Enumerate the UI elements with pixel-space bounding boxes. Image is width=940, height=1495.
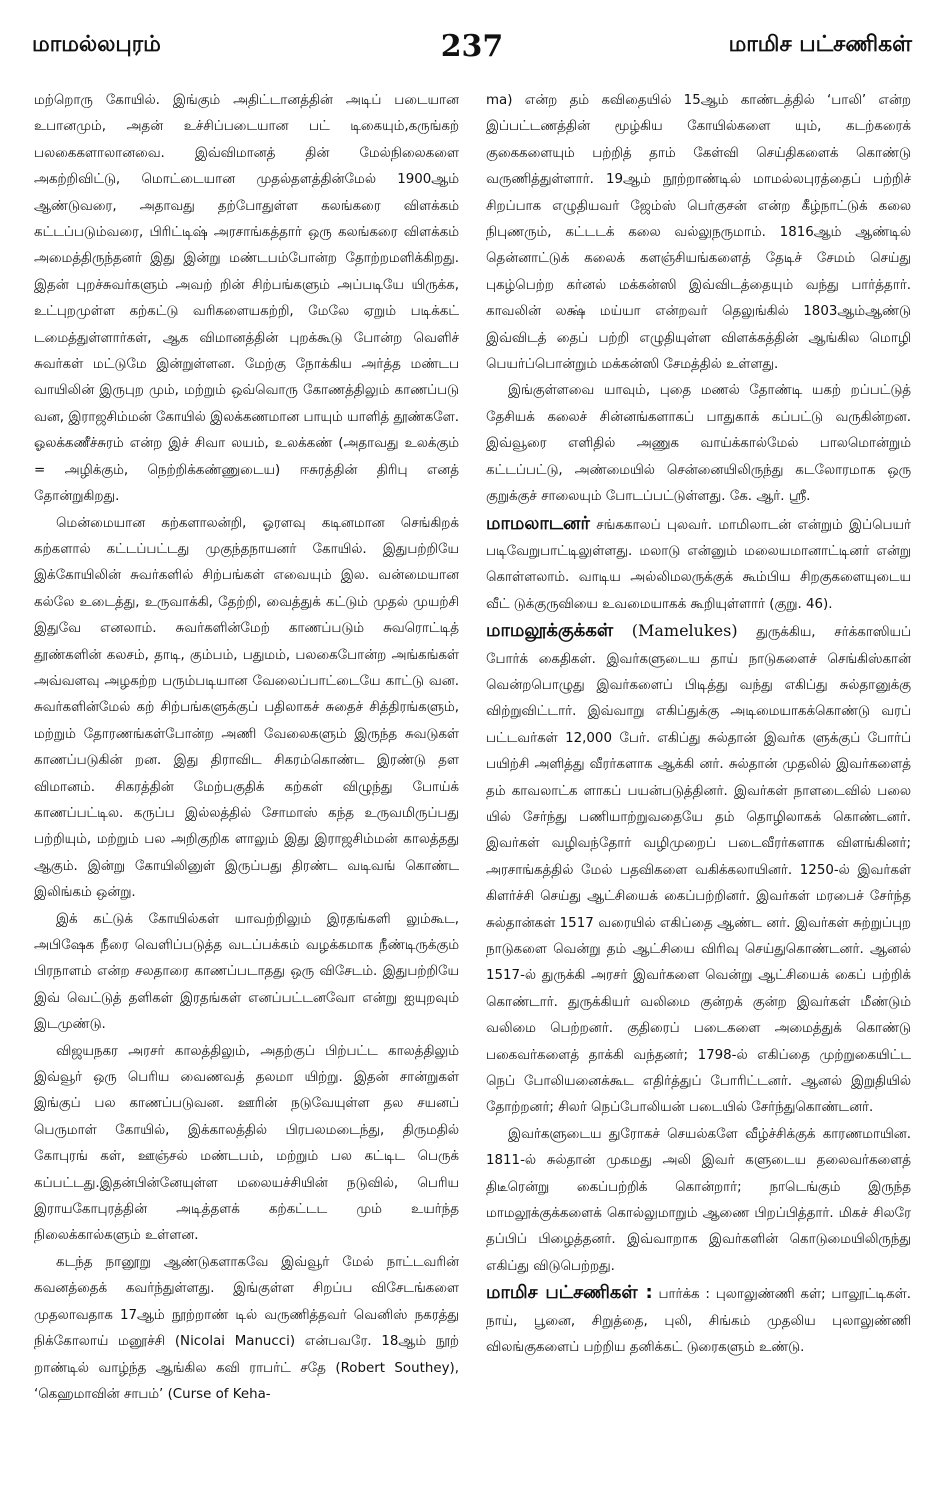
paragraph: இக் கட்டுக் கோயில்கள் யாவற்றிலும் இரதங்களி லும்கூட, அபிஷேக நீரை வெளிப்படுத்த வடப்பக்கம் வழக்கமாக நீண்டிருக்கும் பிரநாளம் என்ற சலதாரை காணப்படாதது ஒரு விசேடம். இதுபற்றியே இவ் வெட்டுத் தளிகள் இரதங்கள் எனப்பட்டனவோ என்று ஐயுறவும் இடமுண்டு.: [34, 911, 459, 1033]
page-header: [32, 22, 912, 70]
entry-body: பார்க்க : புலாலுண்ணி கள்; பாலூட்டிகள். நாய், பூனை, சிறுத்தை, புலி, சிங்கம் முதலிய புலாலுண்ணி விலங்குகளைப் பற்றிய தனிக்கட் டுரைகளும் உண்டு.: [486, 1287, 911, 1356]
paragraph: மற்றொரு கோயில். இங்கும் அதிட்டானத்தின் அடிப் படையான உபானமும், அதன் உச்சிப்படையான பட் டிகையும்,கருங்கற் பலகைகளாலானவை. இவ்விமானத் தின் மேல்நிலைகளை அகற்றிவிட்டு, மொட்டையான முதல்தளத்தின்மேல் 1900ஆம் ஆண்டுவரை, அதாவது தற்போதுள்ள கலங்கரை விளக்கம் கட்டப்படும்வரை, பிரிட்டிஷ் அரசாங்கத்தார் ஒரு கலங்கரை விளக்கம் அமைத்திருந்தனர் இது இன்று மண்டபம்போன்ற தோற்றமளிக்கிறது. இதன் புறச்சுவர்களும் அவற் றின் சிற்பங்களும் அப்படியே யிருக்க, உட்புறமுள்ள கற்கட்டு வரிகளையகற்றி, மேலே ஏறும் படிக்கட் டமைத்துள்ளார்கள், ஆக விமானத்தின் புறக்கூடு போன்ற வெளிச் சுவர்கள் மட்டுமே இன்றுள்ளன. மேற்கு நோக்கிய அர்த்த மண்டப வாயிலின் இருபுற மும், மற்றும் ஒவ்வொரு கோணத்திலும் காணப்படு வன, இராஜசிம்மன் கோயில் இலக்கணமான பாயும் யாளித் தூண்களே. ஓலக்கணீச்சுரம் என்ற இச் சிவா லயம், உலக்கண் (அதாவது உலக்கும் = அழிக்கும், நெற்றிக்கண்ணுடைய) ஈசுரத்தின் திரிபு எனத் தோன்றுகிறது.: [34, 93, 459, 505]
entry-mamelukes: [486, 618, 911, 1122]
right-column: [486, 88, 911, 1362]
running-head-right: மாமிச பட்சணிகள்: [728, 32, 912, 57]
paragraph: ma) என்ற தம் கவிதையில் 15ஆம் காண்டத்தில் ‘பாலி’ என்ற இப்பட்டணத்தின் மூழ்கிய கோயில்களை யும், கடற்கரைக் குகைகளையும் பற்றித் தாம் கேள்வி செய்திகளைக் கொண்டு வருணித்துள்ளார். 19ஆம் நூற்றாண்டில் மாமல்லபுரத்தைப் பற்றிச் சிறப்பாக எழுதியவர் ஜேம்ஸ் பெர்குசன் என்ற கீழ்நாட்டுக் கலை நிபுணரும், கட்டடக் கலை வல்லுநருமாம். 1816ஆம் ஆண்டில் தென்னாட்டுக் கலைக் களஞ்சியங்களைத் தேடிச் சேமம் செய்து புகழ்பெற்ற கர்னல் மக்கன்ஸி இவ்விடத்தையும் வந்து பார்த்தார். காவலின் லக்ஷ் மய்யா என்றவர் தெலுங்கில் 1803ஆம்ஆண்டு இவ்விடத் தைப் பற்றி எழுதியுள்ள விளக்கத்தின் ஆங்கில மொழி பெயர்ப்பொன்றும் மக்கன்ஸி சேமத்தில் உள்ளது.: [486, 93, 911, 373]
paragraph: கடந்த நானூறு ஆண்டுகளாகவே இவ்வூர் மேல் நாட்டவரின் கவனத்தைக் கவர்ந்துள்ளது. இங்குள்ள சிறப்ப விசேடங்களை முதலாவதாக 17ஆம் நூற்றாண் டில் வருணித்தவர் வெனிஸ் நகரத்து நிக்கோலாய் மனூச்சி (Nicolai Manucci) என்பவரே. 18ஆம் நூற் றாண்டில் வாழ்ந்த ஆங்கில கவி ராபர்ட் சதே (Robert Southey), ‘கெஹமாவின் சாபம்’ (Curse of Keha-: [34, 1254, 459, 1402]
entry-headword: மாமலூக்குக்கள்: [486, 620, 614, 642]
running-head-left: மாமல்லபுரம்: [32, 32, 161, 57]
page-number: 237: [440, 28, 504, 64]
entry-body: துருக்கிய, சர்க்காஸியப் போர்க் கைதிகள். இவர்களுடைய தாய் நாடுகளைச் செங்கிஸ்கான் வென்றபொழுது இவர்களைப் பிடித்து வந்து எகிப்து சுல்தானுக்கு விற்றுவிட்டார். இவ்வாறு எகிப்துக்கு அடிமையாகக்கொண்டு வரப் பட்டவர்கள் 12,000 பேர். எகிப்து சுல்தான் இவர்க ளுக்குப் போர்ப் பயிற்சி அளித்து வீரர்களாக ஆக்கி னர். சுல்தான் முதலில் இவர்களைத் தம் காவலாட்க ளாகப் பயன்படுத்தினர். இவர்கள் நாளடைவில் பலை யில் சேர்ந்து பணியாற்றுவதையே தம் தொழிலாகக் கொண்டனர். இவர்கள் வழிவந்தோர் வழிமுறைப் படைவீரர்களாக விளங்கினர்; அரசாங்கத்தில் மேல் பதவிகளை வகிக்கலாயினர். 1250-ல் இவர்கள் கிளர்ச்சி செய்து ஆட்சியைக் கைப்பற்றினர். இவர்கள் மரபைச் சேர்ந்த சுல்தான்கள் 1517 வரையில் எகிப்தை ஆண்ட னர். இவர்கள் சுற்றுப்புற நாடுகளை வென்று தம் ஆட்சியை விரிவு செய்துகொண்டனர். ஆனல் 1517-ல் துருக்கி அரசர் இவர்களை வென்று ஆட்சியைக் கைப் பற்றிக் கொண்டார். துருக்கியர் வலிமை குன்றக் குன்ற இவர்கள் மீண்டும் வலிமை பெற்றனர். குதிரைப் படைகளை அமைத்துக் கொண்டு பகைவர்களைத் தாக்கி வந்தனர்; 1798-ல் எகிப்தை முற்றுகையிட்ட நெப் போலியனைக்கூட எதிர்த்துப் போரிட்டனர். ஆனல் இறுதியில் தோற்றனர்; சிலர் நெப்போலியன் படையில் சேர்ந்துகொண்டனர்.: [486, 625, 911, 1116]
paragraph: விஜயநகர அரசர் காலத்திலும், அதற்குப் பிற்பட்ட காலத்திலும் இவ்வூர் ஒரு பெரிய வைணவத் தலமா யிற்று. இதன் சான்றுகள் இங்குப் பல காணப்படுவன. ஊரின் நடுவேயுள்ள தல சயனப் பெருமாள் கோயில், இக்காலத்தில் பிரபலமடைந்து, திருமதில் கோபுரங் கள், ஊஞ்சல் மண்டபம், மற்றும் பல கட்டிட பெருக் கப்பட்டது.இதன்பின்னேயுள்ள மலையச்சியின் நடுவில், பெரிய இராயகோபுரத்தின் அடித்தளக் கற்கட்டட மும் உயர்ந்த நிலைக்கால்களும் உள்ளன.: [34, 1043, 459, 1244]
entry-headword: மாமிச பட்சணிகள் :: [486, 1282, 653, 1304]
entry-mamisa-patchanigal: [486, 1280, 911, 1361]
entry-latin-name: (Mamelukes): [631, 621, 738, 641]
left-column: [34, 88, 459, 1408]
paragraph: மென்மையான கற்களாலன்றி, ஓரளவு கடினமான செங்கிறக் கற்களால் கட்டப்பட்டது முகுந்தநாயனர் கோயில். இதுபற்றியே இக்கோயிலின் சுவர்களில் சிற்பங்கள் எவையும் இல. வன்மையான கல்லே உடைத்து, உருவாக்கி, தேற்றி, வைத்துக் கட்டும் முதல் முயற்சி இதுவே எனலாம். சுவர்களின்மேற் காணப்படும் சுவரொட்டித் தூண்களின் கலசம், தாடி, கும்பம், பதுமம், பலகைபோன்ற அங்கங்கள் அவ்வளவு அழகற்ற பரும்படியான வேலைப்பாட்டையே காட்டு வன. சுவர்களின்மேல் கற் சிற்பங்களுக்குப் பதிலாகச் சுதைச் சித்திரங்களும், மற்றும் தோரணங்கள்போன்ற அணி வேலைகளும் இருந்த சுவடுகள் காணப்படுகின் றன. இது திராவிட சிகரம்கொண்ட இரண்டு தள விமானம். சிகரத்தின் மேற்பகுதிக் கற்கள் விழுந்து போய்க் காணப்பட்டில. கருப்ப இல்லத்தில் சோமாஸ் கந்த உருவமிருப்பது பற்றியும், மற்றும் பல அறிகுறிக ளாலும் இது இராஜசிம்மன் காலத்தது ஆகும். இன்று கோயிலினுள் இருப்பது திரண்ட வடிவங் கொண்ட இலிங்கம் ஒன்று.: [34, 515, 459, 901]
entry-headword: மாமலாடனர்: [486, 512, 590, 534]
entry-body: சங்ககாலப் புலவர். மாமிலாடன் என்றும் இப்பெயர் படிவேறுபாட்டிலுள்ளது. மலாடு என்னும் மலையமானாட்டினர் என்று கொள்ளலாம். வாடிய அல்லிமலருக்குக் கூம்பிய சிறகுகளையுடைய வீட் டுக்குருவியை உவமையாகக் கூறியுள்ளார் (குறு. 46).: [486, 517, 911, 612]
paragraph: இங்குள்ளவை யாவும், புதை மணல் தோண்டி யகற் றப்பட்டுத் தேசியக் கலைச் சின்னங்களாகப் பாதுகாக் கப்பட்டு வருகின்றன. இவ்வூரை எளிதில் அணுக வாய்க்கால்மேல் பாலமொன்றும் கட்டப்பட்டு, அண்மையில் சென்னையிலிருந்து கடலோரமாக ஒரு குறுக்குச் சாலையும் போடப்பட்டுள்ளது. கே. ஆர். ஸ்ரீ.: [486, 383, 911, 505]
paragraph: இவர்களுடைய துரோகச் செயல்களே வீழ்ச்சிக்குக் காரணமாயின. 1811-ல் சுல்தான் முகமது அலி இவர் களுடைய தலைவர்களைத் திடீரென்று கைப்பற்றிக் கொன்றார்; நாடெங்கும் இருந்த மாமலூக்குக்களைக் கொல்லுமாறும் ஆணை பிறப்பித்தார். மிகச் சிலரே தப்பிப் பிழைத்தனர். இவ்வாறாக இவர்களின் கொடுமையிலிருந்து எகிப்து விடுபெற்றது.: [486, 1126, 911, 1274]
entry-mamalaadanar: [486, 511, 911, 619]
